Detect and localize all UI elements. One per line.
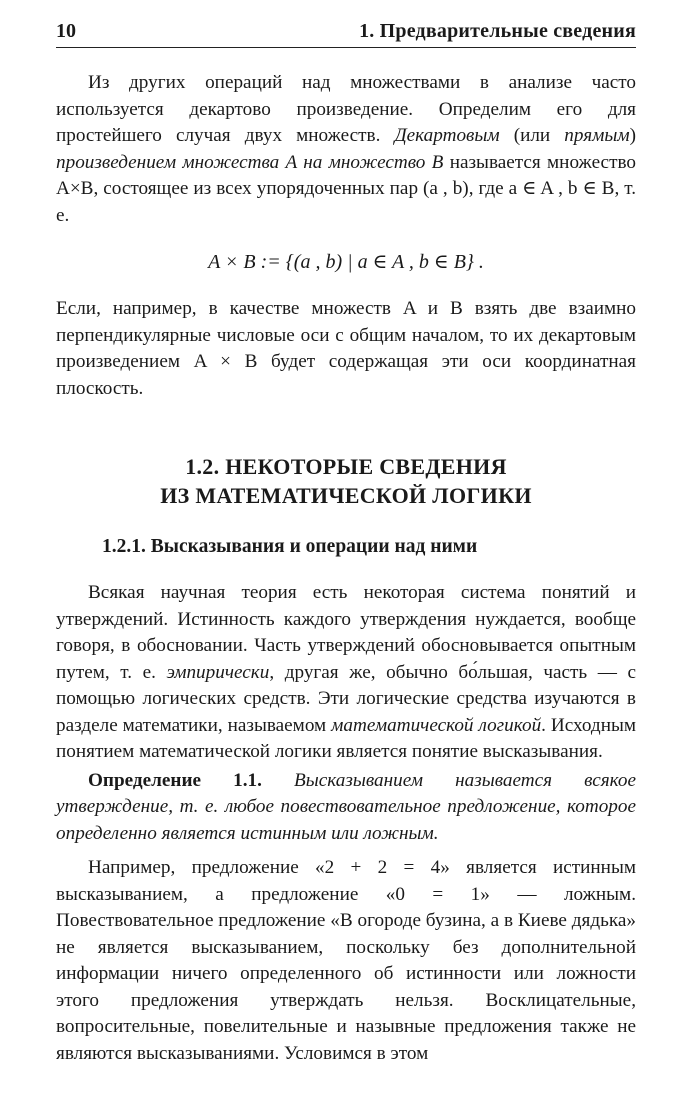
cartesian-product-formula: A × B := {(a , b) | a ∈ A , b ∈ B} . bbox=[208, 251, 484, 273]
definition-label: Определение 1.1. bbox=[88, 769, 262, 791]
term-product-definition: произведением множества A на множество B bbox=[56, 151, 444, 173]
section-heading-line-2: ИЗ МАТЕМАТИЧЕСКОЙ ЛОГИКИ bbox=[160, 483, 532, 508]
section-heading-line-1: 1.2. НЕКОТОРЫЕ СВЕДЕНИЯ bbox=[185, 454, 507, 479]
section-heading bbox=[56, 452, 636, 510]
text-run: , другая же, обычно бо́льшая, часть — с помощью логических средств. Эти логические средства изучаются в разделе математики, называемом bbox=[56, 661, 636, 736]
text-run: называется множество A×B, состоящее из всех упорядоченных пар (a , b), где a ∈ A , b ∈ B, т. е. bbox=[56, 151, 636, 226]
text-run: Всякая научная теория есть некоторая система понятий и утверждений. Истинность каждого утверждения нуждается, вообще говоря, в обосновании. Часть утверждений обосновывается опытным путем, т. е. bbox=[56, 582, 636, 683]
paragraph-examples: Например, предложение «2 + 2 = 4» является истинным высказыванием, а предложение «0 = 1» — ложным. Повествовательное предложение «В огороде бузина, а в Киеве дядька» не является высказыванием, поскольку без дополнительной информации ничего определенного об истинности или ложности этого предложения утверждать нельзя. Восклицательные, вопросительные, повелительные и назывные предложения также не являются высказываниями. Условимся в этом bbox=[56, 857, 636, 1064]
text-run: . Исходным понятием математической логики является понятие высказывания. bbox=[56, 714, 636, 762]
text-run: Из других операций над множествами в анализе часто используется декартово произведение. Определим его для простейшего случая двух множеств. bbox=[56, 72, 636, 146]
term-cartesian: Декартовым bbox=[394, 125, 500, 146]
text-run: (или bbox=[499, 125, 565, 146]
paragraph-coordinate-plane: Если, например, в качестве множеств A и B взять две взаимно перпендикулярные числовые оси с общим началом, то их декартовым произведением A × B будет содержащая эти оси координатная плоскость. bbox=[56, 298, 636, 399]
definition-1-1 bbox=[56, 768, 636, 848]
running-head bbox=[56, 20, 636, 48]
term-mathematical-logic: математической логикой bbox=[331, 714, 542, 736]
text-run: ) bbox=[629, 125, 636, 146]
book-page bbox=[56, 20, 636, 1067]
paragraph-cartesian-intro bbox=[56, 70, 636, 229]
definition-text: Высказыванием называется всякое утверждение, т. е. любое повествовательное предложение, которое определенно является истинным или ложным. bbox=[56, 769, 636, 844]
paragraph-scientific-theory bbox=[56, 580, 636, 766]
term-empirically: эмпирически bbox=[166, 661, 270, 683]
subsection-heading: 1.2.1. Высказывания и операции над ними bbox=[102, 536, 478, 557]
term-direct: прямым bbox=[564, 125, 630, 146]
chapter-title: 1. Предварительные сведения bbox=[359, 20, 636, 42]
page-number: 10 bbox=[56, 20, 76, 42]
